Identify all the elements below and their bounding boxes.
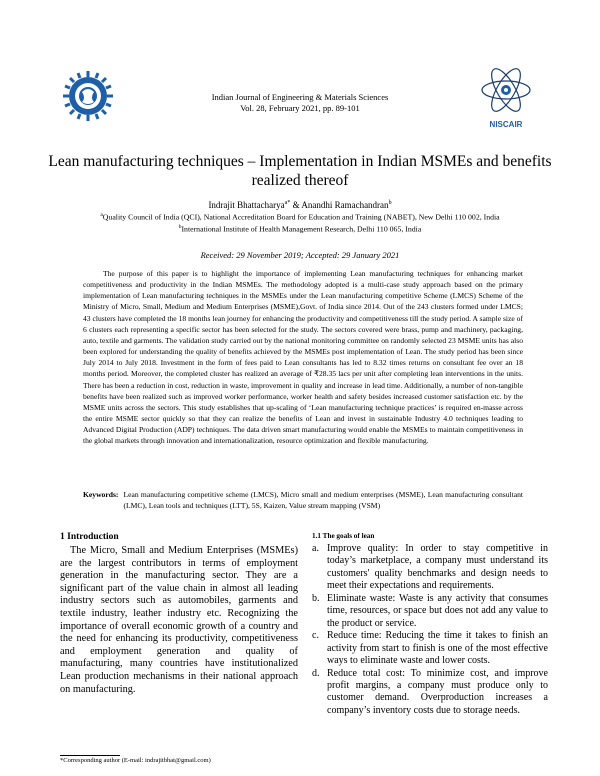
paper-title: Lean manufacturing techniques – Implementation in Indian MSMEs and benefits realized thereof <box>48 153 552 189</box>
goals-heading: 1.1 The goals of lean <box>312 532 375 540</box>
list-item-label: c. <box>312 630 319 642</box>
author-2-sup: b <box>388 200 392 206</box>
affiliation-b-sup: b <box>178 224 182 230</box>
author-2: & Anandhi Ramachandran <box>292 200 389 210</box>
list-item-label: b. <box>312 592 320 604</box>
goals-section <box>312 531 548 717</box>
affiliation-a-text: Quality Council of India (QCI), National Accreditation Board for Education and Training (NABET), New Delhi 110 002, India <box>102 212 500 222</box>
introduction-heading: 1 Introduction <box>60 532 119 542</box>
publisher-logo <box>477 65 535 127</box>
list-item <box>312 630 548 667</box>
list-item-label: a. <box>312 543 319 554</box>
affiliation-b <box>0 224 600 234</box>
list-item <box>312 668 548 718</box>
goals-list <box>312 543 548 717</box>
footnote-divider <box>60 755 120 756</box>
affiliation-a-sup: a <box>100 212 103 218</box>
list-item <box>312 543 548 593</box>
keywords-label: Keywords: <box>83 490 119 499</box>
author-1: Indrajit Bhattacharya <box>208 200 285 210</box>
list-item-text: Reduce total cost: To minimize cost, and improve profit margins, a company must produce only to customer demand. Overproduction increases a company’s inventory costs due to storage needs. <box>327 667 548 716</box>
authors-line <box>0 200 600 210</box>
list-item-text: Improve quality: In order to stay competitive in today’s marketplace, a company must understand its customers' quality benchmarks and design needs to meet their expectations and requirements. <box>327 543 548 592</box>
keywords-text: Lean manufacturing competitive scheme (LMCS), Micro small and medium enterprises (MSME), Lean manufacturing consultant (LMC), Lean tools and techniques (LTT), 5S, Kaizen, Value stream mapping (VSM) <box>123 490 523 510</box>
abstract: The purpose of this paper is to highlight the importance of implementing Lean manufacturing techniques for enhancing market competitiveness and productivity in the Indian MSMEs. The methodology adopted is a multi-case study approach based on the primary implementation of Lean manufacturing techniques in the MSMEs under the Lean manufacturing competitive Scheme (LMCS) Scheme of the Ministry of Micro, Small, Medium and Medium Enterprises (MSME),Govt. of India since 2014. Out of the 243 clusters formed under LMCS; 43 clusters have completed the 18 months lean journey for enhancing the productivity and competitiveness till the study period. A sample size of 6 clusters each representing a specific sector has been selected for the study. The sectors covered were brass, pump and machinery, packaging, auto, textile and garments. The validation study carried out by the national monitoring committee on randomly selected 23 MSME units has also been explored for understanding the quality of benefits achieved by the MSMEs post implementation of Lean. The study period has been since July 2014 to July 2018. Investment in the form of fees paid to Lean consultants has led to 8.32 times returns on consultant fee over an 18 months period. Moreover, the completed cluster has realized an average of ₹28.35 lacs per unit after completing lean interventions in the units. There has been a reduction in cost, reduction in waste, improvement in quality and increase in lead time. Additionally, a number of non-tangible benefits have been realized such as improved worker performance, worker health and safety besides increased customer satisfaction etc. by the MSME units across the sectors. This study establishes that up-scaling of ‘Lean manufacturing technique practices’ is required en-masse across the entire MSME sector quickly so that they can realize the benefits of Lean and invest in sustainable Industry 4.0 techniques leading to Advanced Digital Production (ADP) techniques. The data driven smart manufacturing would enable the MSMEs to maintain competitiveness in the global markets through innovation and internationalization, resource optimization and flexible manufacturing. <box>83 269 523 446</box>
received-accepted-dates: Received: 29 November 2019; Accepted: 29 January 2021 <box>200 250 400 260</box>
affiliation-b-text: International Institute of Health Management Research, Delhi 110 065, India <box>181 224 422 234</box>
list-item-text: Reduce time: Reducing the time it takes to finish an activity from start to finish is one of the most effective ways to eliminate waste and lower costs. <box>327 630 548 667</box>
list-item-label: d. <box>312 667 320 679</box>
list-item-text: Eliminate waste: Waste is any activity that consumes time, resources, or space but does not add any value to the product or service. <box>327 592 548 629</box>
author-1-sup: a* <box>284 200 291 206</box>
affiliation-a <box>0 212 600 222</box>
journal-name: Indian Journal of Engineering & Materials Sciences <box>211 92 389 102</box>
introduction-text: The Micro, Small and Medium Enterprises (MSMEs) are the largest contributors in terms of employment generation in the manufacturing sector. They are a significant part of the value chain in almost all leading industry sectors such as automobiles, garments and textile industry, leather industry etc. Recognizing the importance of overall economic growth of a country and the need for enhancing its productivity, competitiveness and employment generation and quality of manufacturing, many countries have institutionalized Lean production mechanisms in their national approach on manufacturing. <box>60 545 298 695</box>
introduction-section <box>60 531 298 696</box>
volume-info: Vol. 28, February 2021, pp. 89-101 <box>240 102 360 113</box>
corresponding-author-footnote: *Corresponding author (E-mail: indrajitbhat@gmail.com) <box>60 757 211 764</box>
list-item <box>312 593 548 630</box>
keywords <box>83 489 523 511</box>
publisher-logo-text: NISCAIR <box>489 120 523 129</box>
